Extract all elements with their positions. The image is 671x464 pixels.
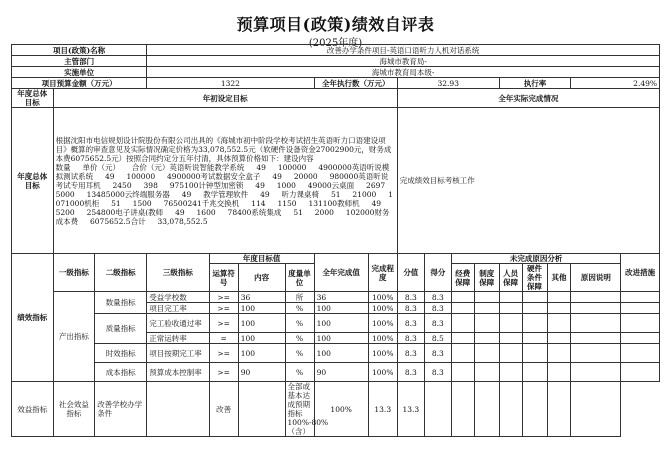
table-row (12, 344, 660, 363)
row-content: 100 (238, 344, 285, 363)
row-op: >= (209, 303, 238, 314)
row-score: 8.3 (397, 314, 424, 333)
row-l3: 项目完工率 (147, 303, 209, 314)
hdr-r4: 硬件条件保障 (522, 264, 547, 292)
hdr-reasons: 未完成原因分析 (451, 254, 620, 264)
hdr-level2: 二级指标 (95, 254, 147, 292)
goals-header-label: 年度总体目标 (12, 89, 54, 108)
row-actual: 100 (314, 333, 368, 344)
unit-value: 海城市教育局本级- (147, 67, 660, 78)
output-label: 产出指标 (53, 292, 95, 382)
dept-row (12, 56, 660, 67)
row-content: 100 (238, 314, 285, 333)
row-unit: 所 (285, 292, 314, 303)
hdr-measures: 改进措施 (621, 254, 660, 292)
row-content: 36 (238, 292, 285, 303)
row-got: 8.3 (424, 303, 451, 314)
row-got: 8.3 (424, 292, 451, 303)
project-name-label: 项目(政策)名称 (12, 45, 147, 56)
row-l2: 质量指标 (95, 314, 147, 344)
row-degree: 100% (368, 314, 397, 333)
benefit-got: 13.3 (397, 382, 424, 437)
row-got: 8.3 (424, 314, 451, 333)
row-op: >= (209, 363, 238, 382)
hdr-content: 内容 (238, 264, 285, 292)
perf-section-label: 绩效指标 (12, 254, 54, 382)
exec-value: 32.93 (397, 78, 499, 89)
row-degree: 100% (368, 363, 397, 382)
row-actual: 36 (314, 292, 368, 303)
hdr-got: 得分 (424, 254, 451, 292)
benefit-label: 效益指标 (12, 382, 54, 437)
row-op: = (209, 333, 238, 344)
page-subtitle: (2025年度) (308, 38, 363, 49)
rate-value: 2.49% (571, 78, 660, 89)
hdr-r3: 人员保障 (499, 264, 522, 292)
row-got: 8.3 (424, 363, 451, 382)
goals-row-label: 年度总体目标 (12, 108, 54, 254)
row-actual: 100 (314, 344, 368, 363)
row-score: 8.3 (397, 344, 424, 363)
row-score: 8.3 (397, 363, 424, 382)
budget-row (12, 78, 660, 89)
row-degree: 100% (368, 333, 397, 344)
row-content: 100 (238, 303, 285, 314)
row-op: >= (209, 314, 238, 333)
hdr-degree: 完成程度 (368, 254, 397, 292)
dept-label: 主管部门 (12, 56, 147, 67)
unit-label: 实施单位 (12, 67, 147, 78)
exec-label: 全年执行数（万元） (314, 78, 397, 89)
row-score: 8.3 (397, 333, 424, 344)
row-content: 100 (238, 333, 285, 344)
hdr-r5: 其他 (547, 264, 571, 292)
row-unit: % (285, 363, 314, 382)
row-l3: 受益学校数 (147, 292, 209, 303)
budget-value: 1322 (147, 78, 314, 89)
hdr-r2: 制度保障 (474, 264, 499, 292)
hdr-level1: 一级指标 (53, 254, 95, 292)
dept-value: 海城市教育局- (147, 56, 660, 67)
project-name-value: 改善办学条件项目-英语口语听力人机对话系统 (147, 45, 660, 56)
row-l3: 正常运转率 (147, 333, 209, 344)
page-title: 预算项目(政策)绩效自评表 (236, 15, 435, 34)
row-unit: % (285, 344, 314, 363)
goals-set-header: 年初设定目标 (53, 89, 397, 108)
row-l3: 预算成本控制率 (147, 363, 209, 382)
benefit-degree: 100% (314, 382, 368, 437)
table-row (12, 292, 660, 303)
benefit-l2: 社会效益指标 (53, 382, 95, 437)
unit-row (12, 67, 660, 78)
row-degree: 100% (368, 292, 397, 303)
goals-header-row (12, 89, 660, 108)
row-l2: 数量指标 (95, 292, 147, 314)
benefit-unit (238, 382, 285, 437)
row-actual: 100 (314, 314, 368, 333)
table-row (12, 363, 660, 382)
goals-content-row (12, 108, 660, 254)
hdr-actual: 全年完成值 (314, 254, 368, 292)
benefit-l3: 改善学校办学条件 (95, 382, 147, 437)
project-name-row (12, 45, 660, 56)
row-actual: 90 (314, 363, 368, 382)
benefit-row (12, 382, 660, 437)
table-row (12, 314, 660, 333)
hdr-r1: 经费保障 (451, 264, 474, 292)
row-unit: % (285, 303, 314, 314)
row-l3: 完工验收通过率 (147, 314, 209, 333)
row-l2: 时效指标 (95, 344, 147, 363)
goals-actual-text: 完成绩效目标考核工作 (397, 108, 659, 254)
row-score: 8.3 (397, 303, 424, 314)
row-degree: 100% (368, 303, 397, 314)
row-degree: 100% (368, 344, 397, 363)
hdr-r6: 原因说明 (571, 264, 621, 292)
goals-actual-header: 全年实际完成情况 (397, 89, 659, 108)
row-unit: % (285, 333, 314, 344)
benefit-score: 13.3 (368, 382, 397, 437)
hdr-score: 分值 (397, 254, 424, 292)
goals-set-text: 根据沈阳市电信规划设计院股份有限公司出具的《海城市初中阶段学校考试招生英语听力口语建设项目》概算的审查意见及实际情况确定价格为33,078,552.5元（软硬件设备资金27002900元，财务成本费6075652.5元）按照合同约定分五年付清，具体预算价格如下：建设内容 数量 单价（元） 合价（元）英语听说智能教学系统 49 100000 4900000英语听说模拟测试系统 49 100000 4900000考试数据安全盒子 49 20000 980000英语听说考试专用耳机 2450 398 975100计钟型加密锁 49 1000 49000云桌面 2697 5000 13485000云终端服务器 49 教学管理软件 49 听力课桌椅 51 21000 1071000机柜 51 1500 76500241千兆交换机 114 1150 131100教师机 49 5200 254800电子讲桌(教师 49 1600 78400系统集成 51 2000 102000财务成本费 6075652.5合计 33,078,552.5 (53, 108, 397, 254)
row-op: >= (209, 292, 238, 303)
row-content: 90 (238, 363, 285, 382)
row-score: 8.3 (397, 292, 424, 303)
benefit-content: 改善 (209, 382, 238, 437)
perf-header-row-1 (12, 254, 660, 264)
row-l3: 项目按期完工率 (147, 344, 209, 363)
rate-label: 执行率 (499, 78, 571, 89)
benefit-op (147, 382, 209, 437)
budget-label: 项目预算金额（万元） (12, 78, 147, 89)
row-l2: 成本指标 (95, 363, 147, 382)
row-op: >= (209, 344, 238, 363)
row-got: 8.5 (424, 333, 451, 344)
hdr-unit: 度量单位 (285, 264, 314, 292)
hdr-level3: 三级指标 (147, 254, 209, 292)
benefit-actual: 全部或基本达成预期指标100%-80%（含） (285, 382, 314, 437)
row-unit: % (285, 314, 314, 333)
row-got: 8.3 (424, 344, 451, 363)
hdr-op: 运算符号 (209, 264, 238, 292)
hdr-annual-value: 年度目标值 (209, 254, 314, 264)
row-actual: 100 (314, 303, 368, 314)
evaluation-table (11, 44, 660, 437)
